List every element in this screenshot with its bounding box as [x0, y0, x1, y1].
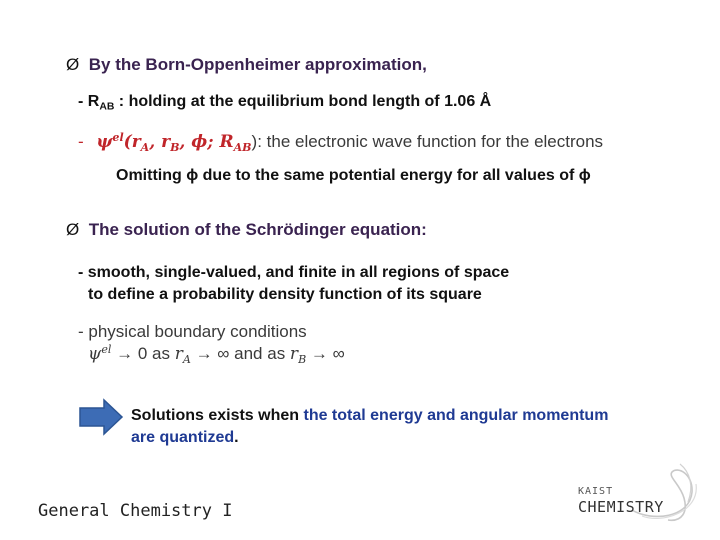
conclusion-period: .: [234, 429, 239, 446]
smooth-line-2: to define a probability density function of its square: [88, 286, 482, 303]
rab-line: [78, 93, 491, 113]
rab-text: : holding at the equilibrium bond length of 1.06 Å: [114, 93, 492, 110]
rab-subscript: AB: [99, 101, 115, 113]
boundary-equation: $\psi^{el} \to 0$ as $r_A$ → ∞ and as $r_B$ → ∞: [88, 343, 345, 366]
right-arrow-icon: [78, 398, 124, 436]
conclusion-line-1: [131, 407, 608, 425]
course-title: General Chemistry I: [38, 501, 233, 521]
section2-heading-text: The solution of the Schrödinger equation:: [88, 220, 427, 239]
psi-args: ($r_A$, $r_B$, ϕ; $R_{AB}$: [123, 132, 252, 154]
section2-heading: [66, 220, 427, 240]
kaist-chemistry-logo: [572, 462, 712, 526]
boundary-psi: $\psi^{el}$: [88, 343, 112, 365]
conclusion-highlight-2: are quantized: [131, 429, 235, 446]
logo-kaist-text: KAIST: [578, 486, 614, 497]
psi-dash: -: [78, 132, 84, 152]
conclusion-line-2: [131, 429, 239, 447]
section1-heading: [66, 55, 427, 75]
omitting-line: Omitting ϕ due to the same potential energy for all values of ϕ: [116, 167, 591, 184]
rab-prefix: - R: [78, 93, 100, 110]
logo-chemistry-text: CHEMISTRY: [578, 498, 664, 516]
smooth-line-1: - smooth, single-valued, and finite in all regions of space: [78, 264, 510, 281]
section1-heading-text: By the Born-Oppenheimer approximation,: [88, 55, 427, 74]
psi-description: the electronic wave function for the electrons: [261, 132, 604, 152]
conclusion-highlight: the total energy and angular momentum: [303, 407, 609, 424]
psi-symbol: $\psi^{el}$: [96, 131, 124, 153]
bullet-arrow-icon: Ø: [66, 55, 80, 74]
psi-line: [78, 131, 603, 154]
psi-close: ):: [251, 132, 262, 152]
boundary-title: - physical boundary conditions: [78, 322, 307, 341]
conclusion-intro: Solutions exists when: [131, 407, 304, 424]
bullet-arrow-icon: Ø: [66, 220, 80, 239]
